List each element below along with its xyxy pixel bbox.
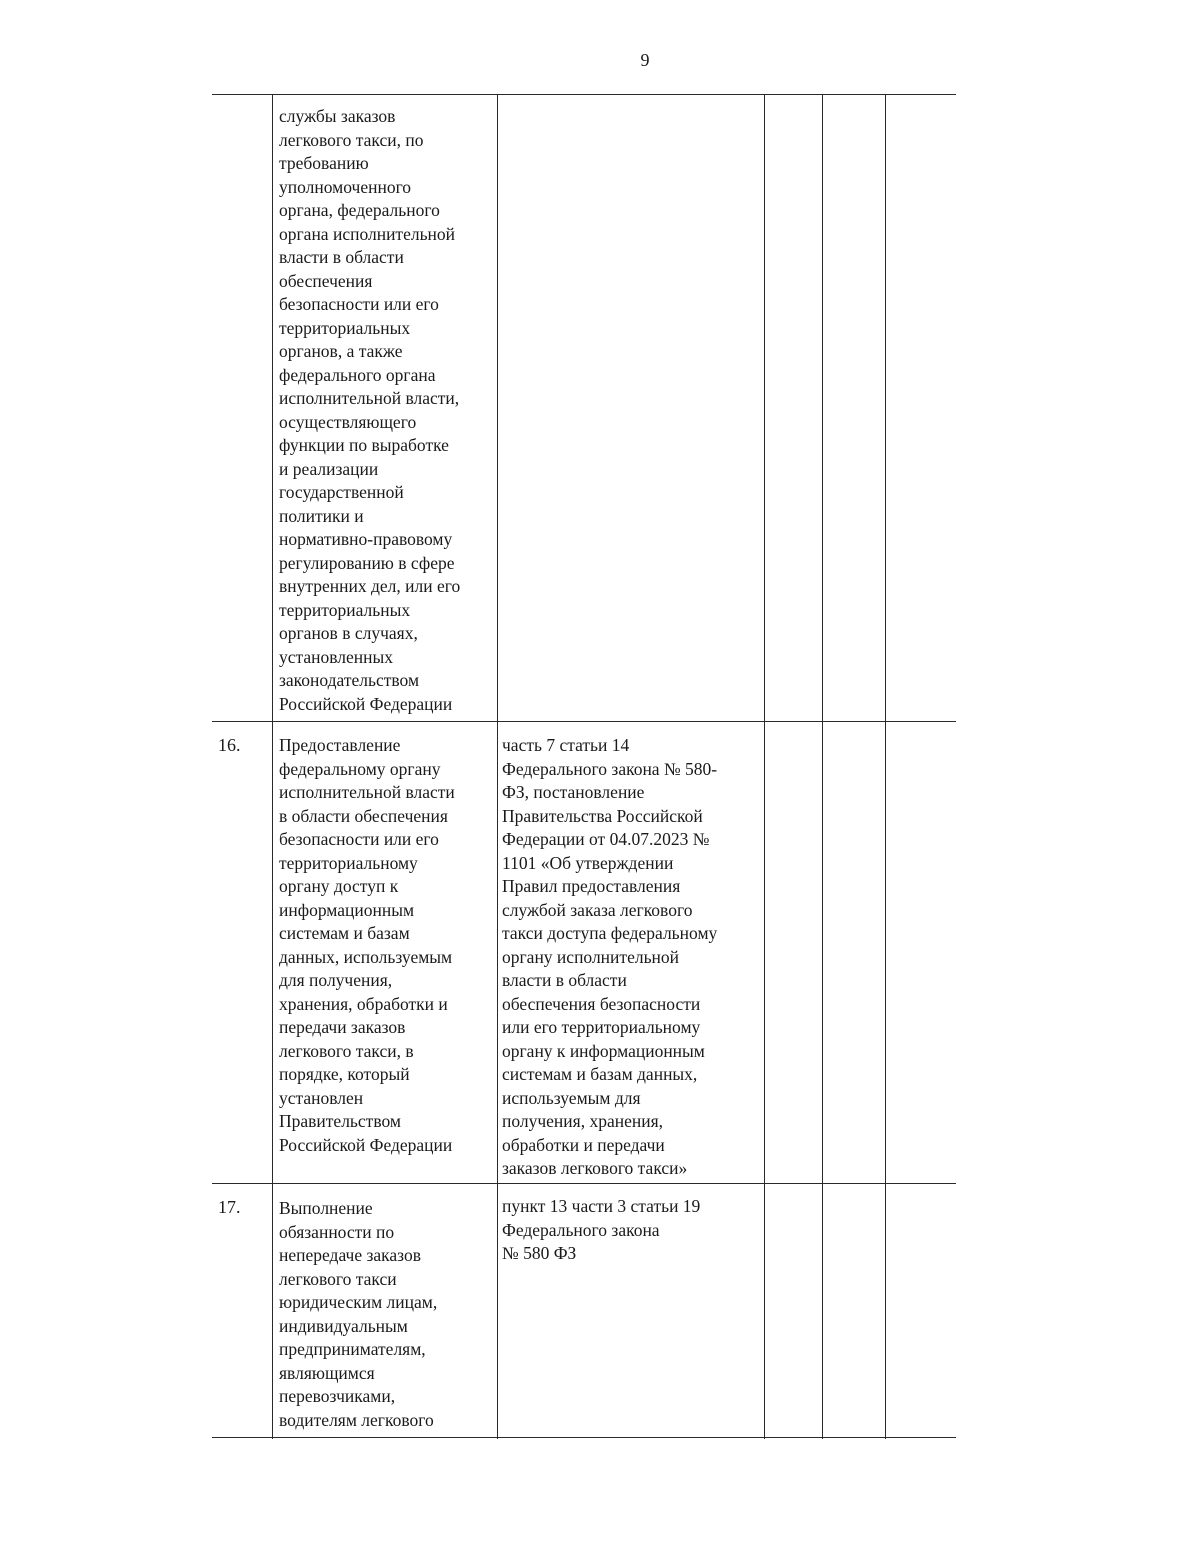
table-bottom-border: [212, 1437, 956, 1438]
requirement-text: Выполнение обязанности по непередаче заказов легкового такси юридическим лицам, индивидуальным предпринимателям, являющимся перевозчиками, водителям легкового: [279, 1198, 438, 1430]
column-divider: [885, 94, 886, 1439]
requirement-text: Предоставление федеральному органу исполнительной власти в области обеспечения безопасности или его территориальному органу доступ к информационным системам и базам данных, используемым для получения, хранения, обработки и передачи заказов легкового такси, в порядке, который установлен Правительством Российской Федерации: [279, 735, 455, 1155]
row-divider: [212, 721, 956, 722]
requirement-text: службы заказов легкового такси, по требованию уполномоченного органа, федерального органа исполнительной власти в области обеспечения безопасности или его территориальных органов, а также федерального органа исполнительной власти, осуществляющего функции по выработке и реализации государственной политики и нормативно-правовому регулированию в сфере внутренних дел, или его территориальных органов в случаях, установленных законодательством Российской Федерации: [279, 106, 461, 714]
row-divider: [212, 1183, 956, 1184]
row-number: 16.: [218, 735, 241, 755]
column-divider: [764, 94, 765, 1439]
legal-basis-text: часть 7 статьи 14 Федерального закона № 580- ФЗ, постановление Правительства Российской Федерации от 04.07.2023 № 1101 «Об утверждении Правил предоставления службой заказа легкового такси доступа федеральному органу исполнительной власти в области обеспечения безопасности или его территориальному органу к информационным системам и базам данных, используемым для получения, хранения, обработки и передачи заказов легкового такси»: [502, 735, 718, 1178]
requirements-table: [212, 94, 956, 1439]
row-number: 17.: [218, 1197, 241, 1217]
page-number: 9: [640, 50, 650, 70]
table-top-border: [212, 94, 956, 95]
legal-basis-text: пункт 13 части 3 статьи 19 Федерального закона № 580 ФЗ: [502, 1196, 701, 1263]
column-divider: [272, 94, 273, 1439]
column-divider: [497, 94, 498, 1439]
column-divider: [822, 94, 823, 1439]
